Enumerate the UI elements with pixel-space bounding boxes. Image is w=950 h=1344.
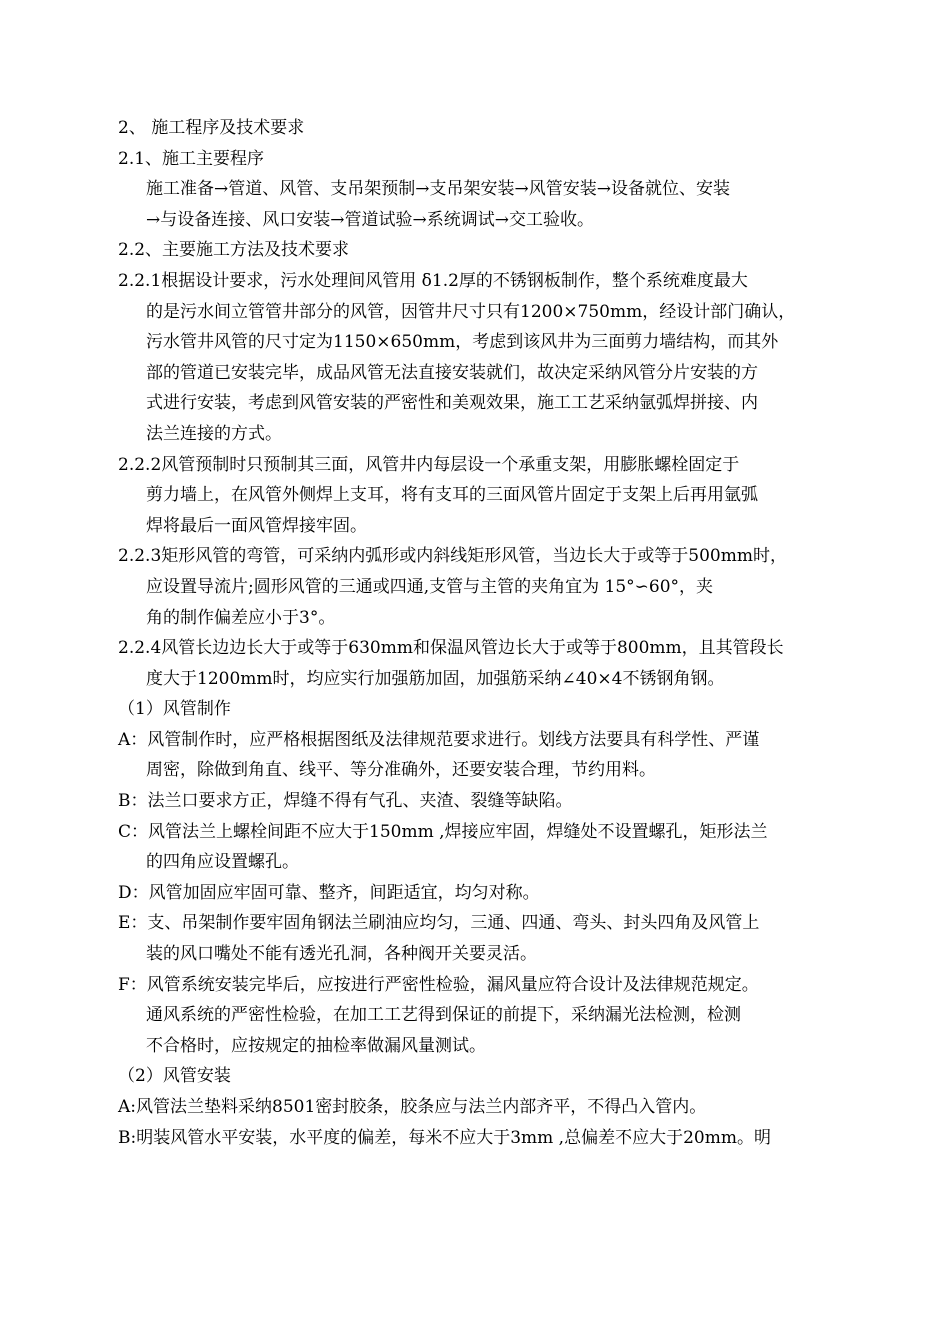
list-item-continuation: 的四角应设置螺孔。: [146, 852, 299, 873]
paragraph-line: 污水管井风管的尺寸定为1150×650mm，考虑到该风井为三面剪力墙结构，而其外: [146, 332, 779, 353]
paragraph-line: 2.2.1根据设计要求，污水处理间风管用 δ1.2厚的不锈钢板制作，整个系统难度最大: [118, 270, 748, 291]
paragraph-line: 施工准备→管道、风管、支吊架预制→支吊架安装→风管安装→设备就位、安装: [146, 179, 730, 200]
subsection-heading: 2.2、主要施工方法及技术要求: [118, 240, 350, 261]
subsection-heading: 2.1、施工主要程序: [118, 148, 265, 169]
paragraph-line: 度大于1200mm时，均应实行加强筋加固，加强筋采纳∠40×4不锈钢角钢。: [146, 668, 725, 689]
paragraph-line: 焊将最后一面风管焊接牢固。: [146, 515, 367, 536]
list-item: D：风管加固应牢固可靠、整齐，间距适宜，均匀对称。: [118, 882, 540, 903]
list-item: E：支、吊架制作要牢固角钢法兰刷油应均匀，三通、四通、弯头、封头四角及风管上: [118, 913, 760, 934]
paragraph-line: 2.2.4风管长边边长大于或等于630mm和保温风管边长大于或等于800mm，且其管段长: [118, 638, 784, 659]
list-item-continuation: 不合格时，应按规定的抽检率做漏风量测试。: [146, 1035, 486, 1056]
paragraph-line: 角的制作偏差应小于3°。: [146, 607, 336, 628]
paragraph-line: 式进行安装，考虑到风管安装的严密性和美观效果，施工工艺采纳氩弧焊拼接、内: [146, 393, 758, 414]
paragraph-line: 应设置导流片;圆形风管的三通或四通,支管与主管的夹角宜为 15°∽60°，夹: [146, 576, 714, 597]
list-item: B：法兰口要求方正，焊缝不得有气孔、夹渣、裂缝等缺陷。: [118, 791, 573, 812]
list-item-continuation: 通风系统的严密性检验，在加工工艺得到保证的前提下，采纳漏光法检测，检测: [146, 1005, 741, 1026]
paragraph-line: →与设备连接、风口安装→管道试验→系统调试→交工验收。: [146, 209, 594, 230]
document-body: [118, 113, 848, 1153]
list-item: F：风管系统安装完毕后，应按进行严密性检验，漏风量应符合设计及法律规范规定。: [118, 974, 759, 995]
paragraph-line: 2.2.2风管预制时只预制其三面，风管井内每层设一个承重支架，用膨胀螺栓固定于: [118, 454, 740, 475]
list-item-continuation: 周密，除做到角直、线平、等分准确外，还要安装合理，节约用料。: [146, 760, 656, 781]
list-heading: （2）风管安装: [118, 1066, 231, 1087]
list-item-continuation: 装的风口嘴处不能有透光孔洞，各种阀开关要灵活。: [146, 944, 537, 965]
list-item: A:风管法兰垫料采纳8501密封胶条，胶条应与法兰内部齐平，不得凸入管内。: [118, 1097, 707, 1117]
paragraph-line: 法兰连接的方式。: [146, 423, 282, 444]
section-heading: 2、 施工程序及技术要求: [118, 118, 305, 138]
list-item: B:明装风管水平安装，水平度的偏差，每米不应大于3mm ,总偏差不应大于20mm。明: [118, 1127, 771, 1148]
list-item: C：风管法兰上螺栓间距不应大于150mm ,焊接应牢固，焊缝处不设置螺孔，矩形法兰: [118, 821, 768, 842]
paragraph-line: 部的管道已安装完毕，成品风管无法直接安装就们，故决定采纳风管分片安装的方: [146, 362, 758, 383]
paragraph-line: 2.2.3矩形风管的弯管，可采纳内弧形或内斜线矩形风管，当边长大于或等于500mm时，: [118, 546, 787, 567]
list-item: A：风管制作时，应严格根据图纸及法律规范要求进行。划线方法要具有科学性、严谨: [118, 729, 760, 750]
paragraph-line: 剪力墙上，在风管外侧焊上支耳，将有支耳的三面风管片固定于支架上后再用氩弧: [146, 485, 758, 506]
paragraph-line: 的是污水间立管管井部分的风管，因管井尺寸只有1200×750mm，经设计部门确认，: [146, 301, 796, 322]
list-heading: （1）风管制作: [118, 699, 231, 720]
